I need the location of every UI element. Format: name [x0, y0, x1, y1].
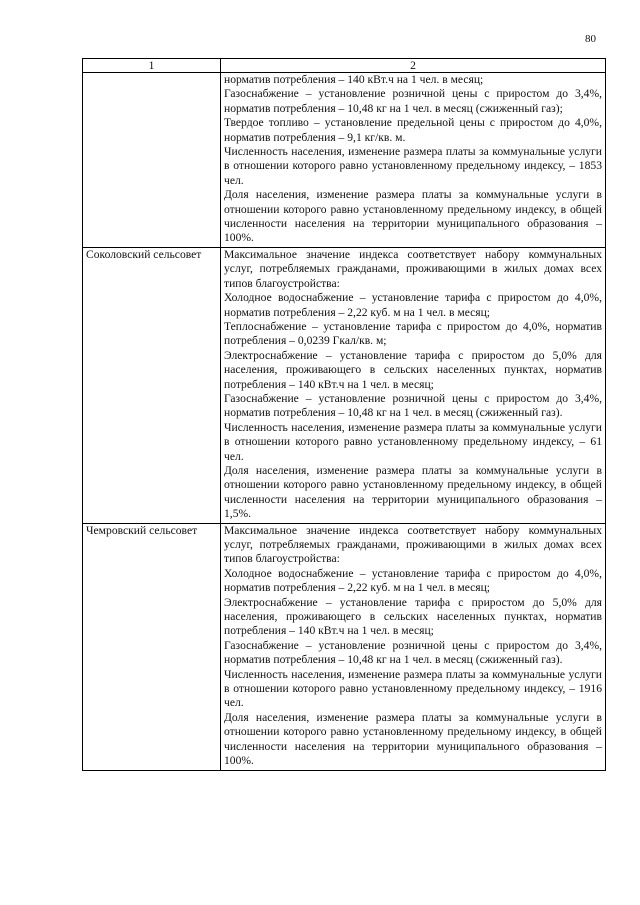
tariff-table — [82, 58, 606, 771]
table-header-row — [83, 59, 606, 73]
region-cell — [83, 247, 221, 523]
description-paragraph: Электроснабжение – установление тарифа с приростом до 5,0% для населения, проживающего в сельских населенных пунктах, норматив потребления – 140 кВт.ч на 1 чел. в месяц; — [224, 595, 602, 638]
description-paragraph: Численность населения, изменение размера платы за коммунальные услуги в отношении которого равно установленному предельному индексу, – 1916 чел. — [224, 667, 602, 710]
description-paragraph: Численность населения, изменение размера платы за коммунальные услуги в отношении которого равно установленному предельному индексу, – 61 чел. — [224, 420, 602, 463]
region-name: Чемровский сельсовет — [86, 523, 198, 537]
description-paragraph: Электроснабжение – установление тарифа с приростом до 5,0% для населения, проживающего в сельских населенных пунктах, норматив потребления – 140 кВт.ч на 1 чел. в месяц; — [224, 348, 602, 391]
region-name: Соколовский сельсовет — [86, 247, 202, 261]
region-cell — [83, 73, 221, 248]
description-paragraph: Газоснабжение – установление розничной цены с приростом до 3,4%, норматив потребления – 10,48 кг на 1 чел. в месяц (сжиженный газ). — [224, 638, 602, 667]
description-paragraph: Доля населения, изменение размера платы за коммунальные услуги в отношении которого равно установленному предельному индексу, в общей численности населения на территории муниципального образования – 100%. — [224, 188, 602, 245]
description-paragraph: Холодное водоснабжение – установление тарифа с приростом до 4,0%, норматив потребления – 2,22 куб. м на 1 чел. в месяц; — [224, 566, 602, 595]
column-header-1: 1 — [83, 59, 221, 73]
description-paragraph: Доля населения, изменение размера платы за коммунальные услуги в отношении которого равно установленному предельному индексу, в общей численности населения на территории муниципального образования – 100%. — [224, 710, 602, 768]
page-number: 80 — [585, 33, 596, 45]
description-paragraph: Теплоснабжение – установление тарифа с приростом до 4,0%, норматив потребления – 0,0239 Гкал/кв. м; — [224, 319, 602, 348]
description-paragraph: Холодное водоснабжение – установление тарифа с приростом до 4,0%, норматив потребления – 2,22 куб. м на 1 чел. в месяц; — [224, 291, 602, 319]
description-paragraph: Доля населения, изменение размера платы за коммунальные услуги в отношении которого равно установленному предельному индексу, в общей численности населения на территории муниципального образования – 1,5%. — [224, 463, 602, 521]
column-header-2: 2 — [221, 59, 606, 73]
region-cell — [83, 523, 221, 770]
description-paragraph: Твердое топливо – установление предельной цены с приростом до 4,0%, норматив потребления – 9,1 кг/кв. м. — [224, 116, 602, 144]
description-paragraph: норматив потребления – 140 кВт.ч на 1 чел. в месяц; — [224, 73, 484, 86]
table-row — [83, 523, 606, 770]
description-paragraph: Численность населения, изменение размера платы за коммунальные услуги в отношении которого равно установленному предельному индексу, – 1853 чел. — [224, 145, 602, 187]
description-cell — [221, 247, 606, 523]
table-row — [83, 73, 606, 248]
description-paragraph: Газоснабжение – установление розничной цены с приростом до 3,4%, норматив потребления – 10,48 кг на 1 чел. в месяц (сжиженный газ). — [224, 391, 602, 420]
description-cell — [221, 73, 606, 248]
description-paragraph: Газоснабжение – установление розничной цены с приростом до 3,4%, норматив потребления – 10,48 кг на 1 чел. в месяц (сжиженный газ); — [224, 87, 602, 115]
table-row — [83, 247, 606, 523]
table-body — [83, 73, 606, 771]
description-cell — [221, 523, 606, 770]
description-paragraph: Максимальное значение индекса соответствует набору коммунальных услуг, потребляемых гражданами, проживающими в жилых домах всех типов благоустройства: — [224, 247, 602, 290]
description-paragraph: Максимальное значение индекса соответствует набору коммунальных услуг, потребляемых гражданами, проживающими в жилых домах всех типов благоустройства: — [224, 523, 602, 566]
